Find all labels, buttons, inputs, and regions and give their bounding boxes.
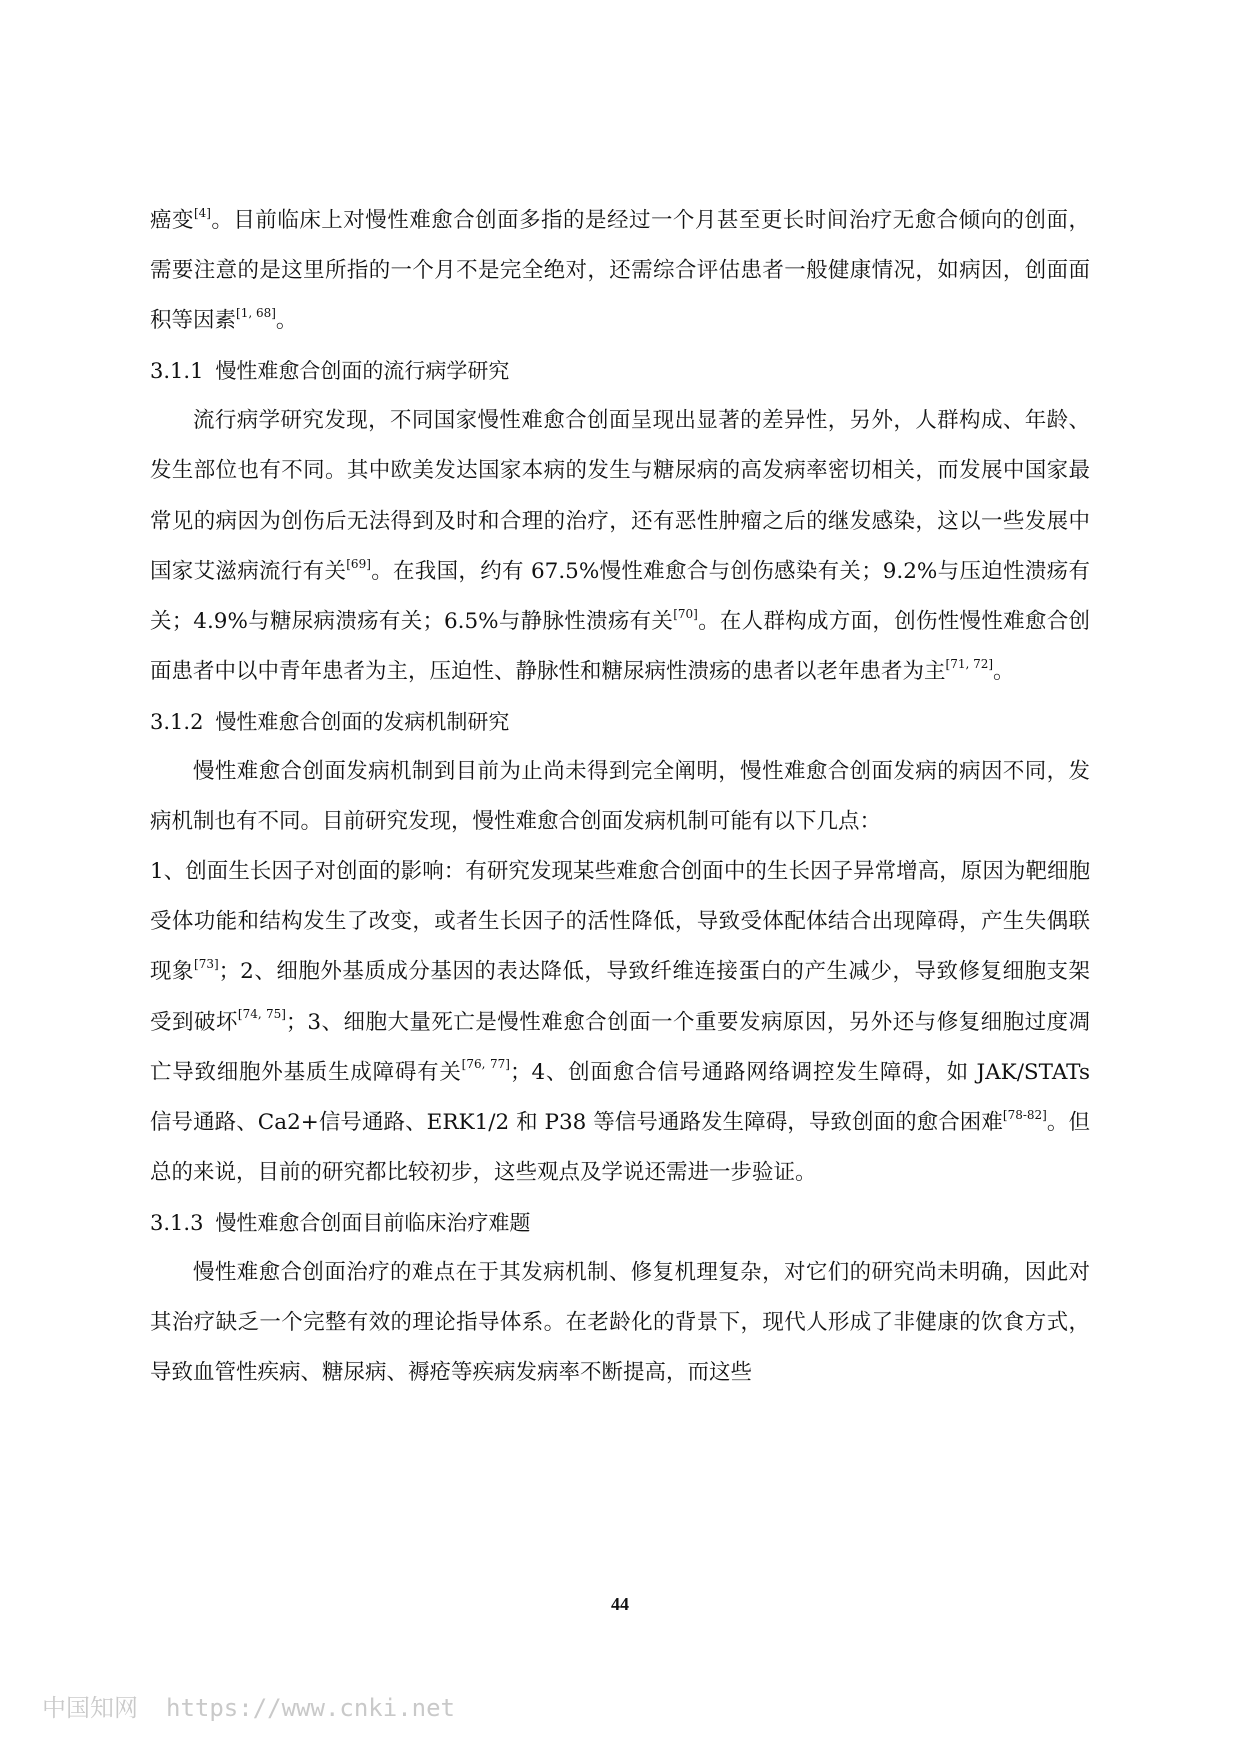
text: 。	[275, 308, 298, 334]
text: 流行病学研究发现，不同国家慢性难愈合创面呈现出显著的差异性，另外，人群构成、年龄、发生部位也有不同。其中欧美发达国家本病的发生与糖尿病的高发病率密切相关，而发展中国家最常见的病因为创伤后无法得到及时和合理的治疗，还有恶性肿瘤之后的继发感染，这以一些发展中国家艾滋病流行有关	[150, 408, 1090, 584]
text: 。在人群构成方面，创伤性慢性难愈合创面患者中以中青年患者为主，压迫性、静脉性和糖尿病性溃疡的患者以老年患者为主	[150, 608, 1090, 684]
page-number: 44	[611, 1594, 629, 1614]
citation: [71, 72]	[945, 656, 994, 671]
section-heading-3-1-2	[150, 697, 1090, 747]
text: ；4、创面愈合信号通路网络调控发生障碍，如 JAK/STATs 信号通路、Ca2+信号通路、ERK1/2 和 P38 等信号通路发生障碍，导致创面的愈合困难	[150, 1059, 1090, 1135]
page-body	[150, 196, 1090, 1398]
citation: [74, 75]	[237, 1007, 286, 1022]
watermark-name: 中国知网	[42, 1694, 138, 1722]
text: 慢性难愈合创面发病机制到目前为止尚未得到完全阐明，慢性难愈合创面发病的病因不同，发病机制也有不同。目前研究发现，慢性难愈合创面发病机制可能有以下几点：	[150, 759, 1090, 835]
citation: [1, 68]	[236, 306, 276, 321]
section-number: 3.1.1	[150, 359, 204, 384]
paragraph-2	[150, 396, 1090, 697]
watermark	[42, 1688, 455, 1723]
paragraph-3	[150, 747, 1090, 847]
text: 。	[993, 658, 1015, 684]
section-title: 慢性难愈合创面目前临床治疗难题	[215, 1210, 531, 1235]
section-title: 慢性难愈合创面的流行病学研究	[215, 359, 510, 384]
citation: [4]	[193, 205, 211, 220]
citation: [76, 77]	[461, 1057, 510, 1072]
section-number: 3.1.3	[150, 1210, 204, 1235]
section-number: 3.1.2	[150, 709, 204, 734]
citation: [69]	[346, 556, 371, 571]
text: 。在我国，约有 67.5%慢性难愈合与创伤感染有关；9.2%与压迫性溃疡有关；4.9%与糖尿病溃疡有关；6.5%与静脉性溃疡有关	[150, 558, 1090, 634]
text: ；3、细胞大量死亡是慢性难愈合创面一个重要发病原因，另外还与修复细胞过度凋亡导致细胞外基质生成障碍有关	[150, 1009, 1091, 1085]
section-title: 慢性难愈合创面的发病机制研究	[215, 709, 510, 734]
paragraph-4	[150, 847, 1090, 1198]
paragraph-1	[150, 196, 1090, 346]
citation: [78-82]	[1002, 1107, 1047, 1122]
text: 。但总的来说，目前的研究都比较初步，这些观点及学说还需进一步验证。	[150, 1109, 1090, 1185]
citation: [70]	[673, 606, 698, 621]
section-heading-3-1-3	[150, 1198, 1090, 1248]
citation: [73]	[194, 957, 219, 972]
text: 癌变	[150, 208, 194, 233]
text: 慢性难愈合创面治疗的难点在于其发病机制、修复机理复杂，对它们的研究尚未明确，因此对其治疗缺乏一个完整有效的理论指导体系。在老龄化的背景下，现代人形成了非健康的饮食方式，导致血管性疾病、糖尿病、褥疮等疾病发病率不断提高，而这些	[150, 1259, 1090, 1386]
text: 。目前临床上对慢性难愈合创面多指的是经过一个月甚至更长时间治疗无愈合倾向的创面，需要注意的是这里所指的一个月不是完全绝对，还需综合评估患者一般健康情况，如病因，创面面积等因素	[150, 208, 1090, 334]
watermark-url: https://www.cnki.net	[166, 1694, 455, 1722]
section-heading-3-1-1	[150, 346, 1090, 396]
text: ；2、细胞外基质成分基因的表达降低，导致纤维连接蛋白的产生减少，导致修复细胞支架受到破坏	[150, 959, 1090, 1035]
paragraph-5	[150, 1248, 1090, 1398]
text: 1、创面生长因子对创面的影响：有研究发现某些难愈合创面中的生长因子异常增高，原因为靶细胞受体功能和结构发生了改变，或者生长因子的活性降低，导致受体配体结合出现障碍，产生失偶联现象	[150, 859, 1090, 985]
